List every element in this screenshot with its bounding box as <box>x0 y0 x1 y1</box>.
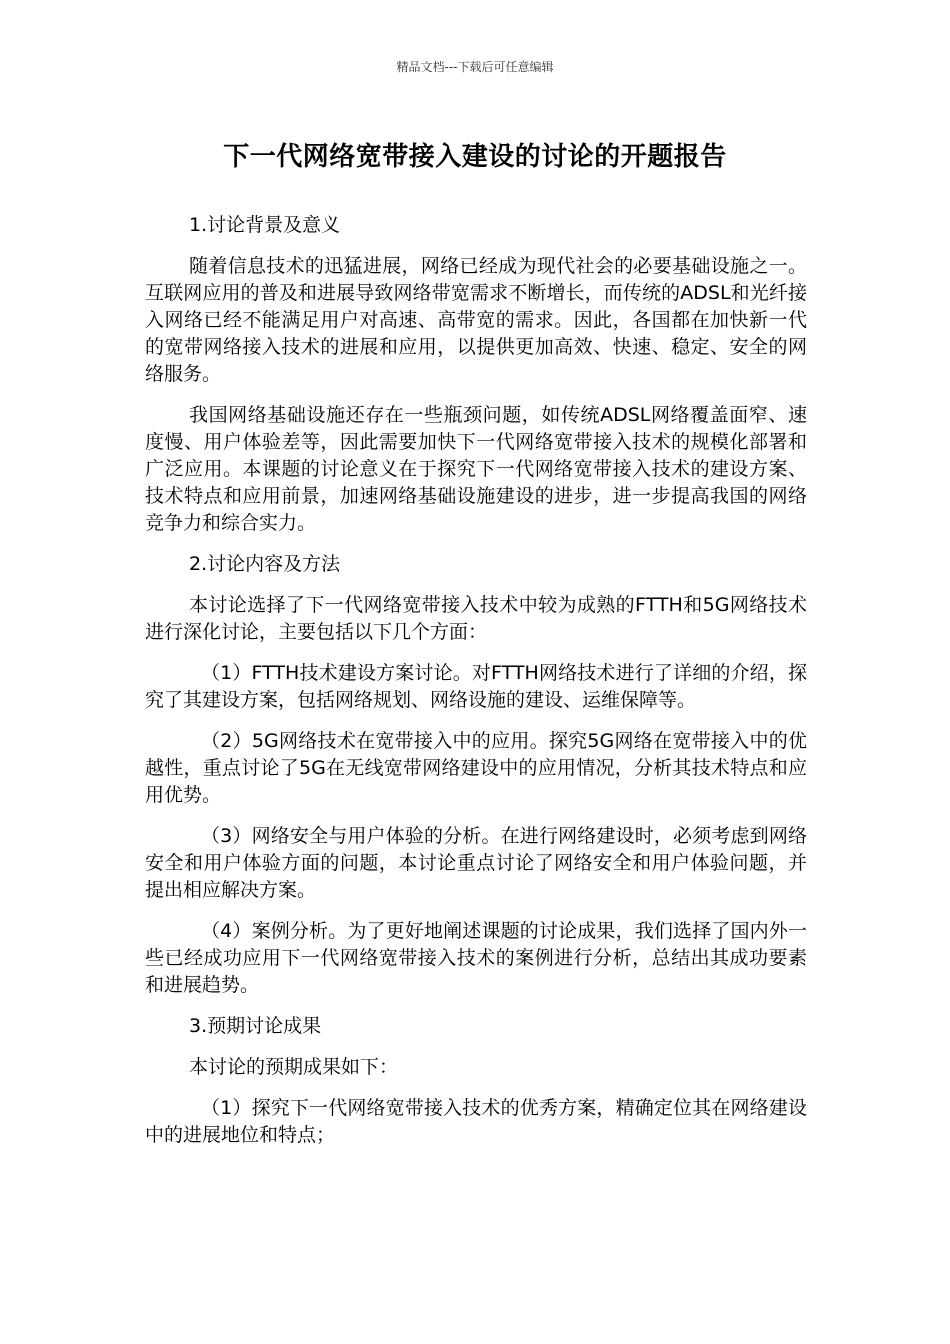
section-3-paragraph-1: 本讨论的预期成果如下： <box>189 1056 399 1078</box>
section-2-paragraph-1: 本讨论选择了下一代网络宽带接入技术中较为成熟的FTTH和5G网络技术进行深化讨论，主要包括以下几个方面： <box>145 594 807 643</box>
header-note: 精品文档---下载后可任意编辑 <box>396 60 554 74</box>
section-1-paragraph-1: 随着信息技术的迅猛进展，网络已经成为现代社会的必要基础设施之一。互联网应用的普及和进展导致网络带宽需求不断增长，而传统的ADSL和光纤接入网络已经不能满足用户对高速、高带宽的需求。因此，各国都在加快新一代的宽带网络接入技术的进展和应用，以提供更加高效、快速、稳定、安全的网络服务。 <box>145 255 807 385</box>
section-3-heading: 3.预期讨论成果 <box>189 1015 322 1037</box>
section-1-heading: 1.讨论背景及意义 <box>189 214 341 236</box>
document-title: 下一代网络宽带接入建设的讨论的开题报告 <box>223 142 727 172</box>
section-2-item-3: （3）网络安全与用户体验的分析。在进行网络建设时，必须考虑到网络安全和用户体验方面的问题，本讨论重点讨论了网络安全和用户体验问题，并提出相应解决方案。 <box>145 825 807 901</box>
section-2-heading: 2.讨论内容及方法 <box>189 553 341 575</box>
document-body <box>145 212 807 1163</box>
section-2-item-1: （1）FTTH技术建设方案讨论。对FTTH网络技术进行了详细的介绍，探究了其建设方案，包括网络规划、网络设施的建设、运维保障等。 <box>145 662 807 711</box>
section-1-paragraph-2: 我国网络基础设施还存在一些瓶颈问题，如传统ADSL网络覆盖面窄、速度慢、用户体验差等，因此需要加快下一代网络宽带接入技术的规模化部署和广泛应用。本课题的讨论意义在于探究下一代网络宽带接入技术的建设方案、技术特点和应用前景，加速网络基础设施建设的进步，进一步提高我国的网络竞争力和综合实力。 <box>145 404 807 534</box>
section-3-item-1: （1）探究下一代网络宽带接入技术的优秀方案，精确定位其在网络建设中的进展地位和特点； <box>145 1097 807 1146</box>
section-2-item-4: （4）案例分析。为了更好地阐述课题的讨论成果，我们选择了国内外一些已经成功应用下一代网络宽带接入技术的案例进行分析，总结出其成功要素和进展趋势。 <box>145 920 807 996</box>
section-2-item-2: （2）5G网络技术在宽带接入中的应用。探究5G网络在宽带接入中的优越性，重点讨论了5G在无线宽带网络建设中的应用情况，分析其技术特点和应用优势。 <box>145 730 807 806</box>
